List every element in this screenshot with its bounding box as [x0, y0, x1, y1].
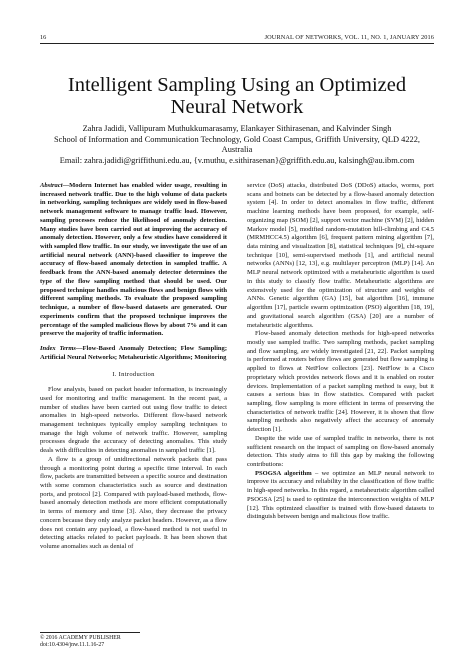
author-affiliation: School of Information and Communication Technology, Gold Coast Campus, Griffith University, QLD 4222, Australia	[53, 134, 420, 154]
footer-rule	[40, 632, 140, 633]
author-names: Zahra Jadidi, Vallipuram Muthukkumarasamy, Elankayer Sithirasenan, and Kalvinder Singh	[82, 124, 392, 133]
paper-title: Intelligent Sampling Using an Optimized Neural Network	[67, 74, 407, 118]
right-paragraph-1: service (DoS) attacks, distributed DoS (DDoS) attacks, worms, port scans and botnets can be detected by a flow-based anomaly detection system [4]. In order to detect anomalies in flow traffic, different machine learning methods have been proposed, for example, self-organizing map (SOM) [2], support vector machine (SVM) [2], hidden Markov model [5], modified random-mutation hill-climbing and C4.5 (MRMHCC4.5) algorithm [6], frequent pattern mining algorithm [7], data mining and visualization [8], statistical techniques [9], chi-square technique [10], semi-supervised methods [1], and artificial neural networks (ANNs) [12, 13], e.g. multilayer perceptron (MLP) [14]. An MLP neural network optimized with a metaheuristic algorithm is used in this study to classify flow traffic. Metaheuristic algorithms are extensively used for the optimization of structure and weights of ANNs. Genetic algorithm (GA) [15], bat algorithm [16], immune algorithm [17], particle swarm optimization (PSO) algorithm [18, 19], and gravitational search algorithm (GSA) [20] are a number of metaheuristic algorithms.	[247, 182, 434, 329]
journal-name: JOURNAL OF NETWORKS, VOL. 11, NO. 1, JANUARY 2016	[264, 34, 434, 41]
index-terms-label: Index Terms	[40, 344, 76, 352]
right-paragraph-4	[247, 470, 434, 522]
right-paragraph-3: Despite the wide use of sampled traffic in networks, there is not sufficient research on the impact of sampling on flow-based anomaly detection. This study aims to fill this gap by making the following contributions:	[247, 434, 434, 468]
author-email: Email: zahra.jadidi@griffithuni.edu.au, {v.muthu, e.sithirasenan}@griffith.edu.au, kalsingh@au.ibm.com	[59, 155, 415, 165]
intro-paragraph-1: Flow analysis, based on packet header information, is increasingly used for monitoring and traffic management. In the recent past, a number of studies have been carried out using flow traffic to detect anomalies in high-speed networks. Different flow-based network management techniques typically employ sampling techniques to manage the high volume of network traffic. However, sampling processes degrade the accuracy of detecting anomalies. This study deals with difficulties in detecting anomalies in sampled traffic [1].	[40, 386, 227, 455]
abstract-label: Abstract	[40, 182, 63, 189]
abstract: Abstract—Modern Internet has enabled wider usage, resulting in increased network traffic. Due to the high volume of data packets in networking, sampling techniques are widely used in flow-based network management software to manage traffic load. However, sampling processes reduce the likelihood of anomaly detection. Many studies have been carried out at improving the accuracy of anomaly detection. However, only a few studies have considered it with sampled flow traffic. In our study, we investigate the use of an artificial neural network (ANN)-based classifier to improve the accuracy of flow-based anomaly detection in sampled traffic. A feedback from the ANN-based anomaly detector determines the type of the flow sampling method that should be used. Our proposed technique handles malicious flows and benign flows with different sampling methods. To evaluate the proposed sampling technique, a number of flow-based datasets are generated. Our experiments confirm that the proposed technique improves the percentage of the sampled malicious flows by about 7% and it can preserve the majority of traffic information.	[40, 182, 227, 338]
author-block	[40, 124, 434, 166]
footer-copyright: © 2016 ACADEMY PUBLISHER	[40, 635, 121, 641]
abstract-text: Modern Internet has enabled wider usage, resulting in increased network traffic. Due to the high volume of data packets in networking, sampling techniques are widely used in flow-based network management software to manage traffic load. However, sampling processes reduce the likelihood of anomaly detection. Many studies have been carried out at improving the accuracy of anomaly detection. However, only a few studies have considered it with sampled flow traffic. In our study, we investigate the use of an artificial neural network (ANN)-based classifier to improve the accuracy of flow-based anomaly detection in sampled traffic. A feedback from the ANN-based anomaly detector determines the type of the flow sampling method that should be used. Our proposed technique handles malicious flows and benign flows with different sampling methods. To evaluate the proposed sampling technique, a number of flow-based datasets are generated. Our experiments confirm that the proposed technique improves the percentage of the sampled malicious flows by about 7% and it can preserve the majority of traffic information.	[40, 182, 227, 338]
page-footer	[40, 632, 240, 649]
running-header	[40, 33, 434, 44]
right-paragraph-2: Flow-based anomaly detection methods for high-speed networks mostly use sampled traffic. Two sampling methods, packet sampling and flow sampling, are widely investigated [21, 22]. Packet sampling is performed at routers before flows are generated but flow sampling is applied to flows at NetFlow collectors [23]. NetFlow is a Cisco proprietary which provides network flows and it is enabled on router devices. Implementation of a packet sampling method is easy, but it causes a serious bias in flow statistics. Compared with packet sampling, flow sampling is more efficient in terms of preserving the characteristics of network traffic [24]. However, it is shown that flow sampling methods also negatively affect the accuracy of anomaly detection [1].	[247, 330, 434, 434]
contribution-label: PSOGSA algorithm	[255, 469, 312, 477]
right-column	[247, 182, 434, 522]
contribution-text: – we optimize an MLP neural network to improve its accuracy and reliability in the classification of flow traffic in high-speed networks. In this regard, a metaheuristic algorithm called PSOGSA [25] is used to optimize the interconnection weights of MLP [12]. This optimized classifier is trained with flow-based datasets to distinguish between benign and malicious flow traffic.	[247, 469, 435, 521]
intro-paragraph-2: A flow is a group of unidirectional network packets that pass through a monitoring point during a specific time interval. In each flow, packets are transmitted between a specific source and destination with some common characteristics such as source and destination ports, and protocol [2]. Compared with payload-based methods, flow-based anomaly detection methods are more efficient computationally in terms of memory and time [3]. Also, they decrease the privacy concern because they only analyze packet headers. However, as a flow does not contain any payload, a flow-based method is not useful in detecting attacks related to packet payloads. It has been shown that volume anomalies such as denial of	[40, 455, 227, 551]
left-column	[40, 182, 227, 552]
index-terms-text: Flow-Based Anomaly Detection; Flow Sampling; Artificial Neural Networks; Metaheuristic Algorithms; Monitoring	[40, 344, 227, 361]
index-terms: Index Terms—Flow-Based Anomaly Detection; Flow Sampling; Artificial Neural Networks; Metaheuristic Algorithms; Monitoring	[40, 344, 227, 361]
page-number: 16	[40, 34, 47, 41]
section-heading: I. Introduction	[112, 371, 155, 379]
footer-doi: doi:10.4304/jnw.11.1.16-27	[40, 642, 105, 649]
